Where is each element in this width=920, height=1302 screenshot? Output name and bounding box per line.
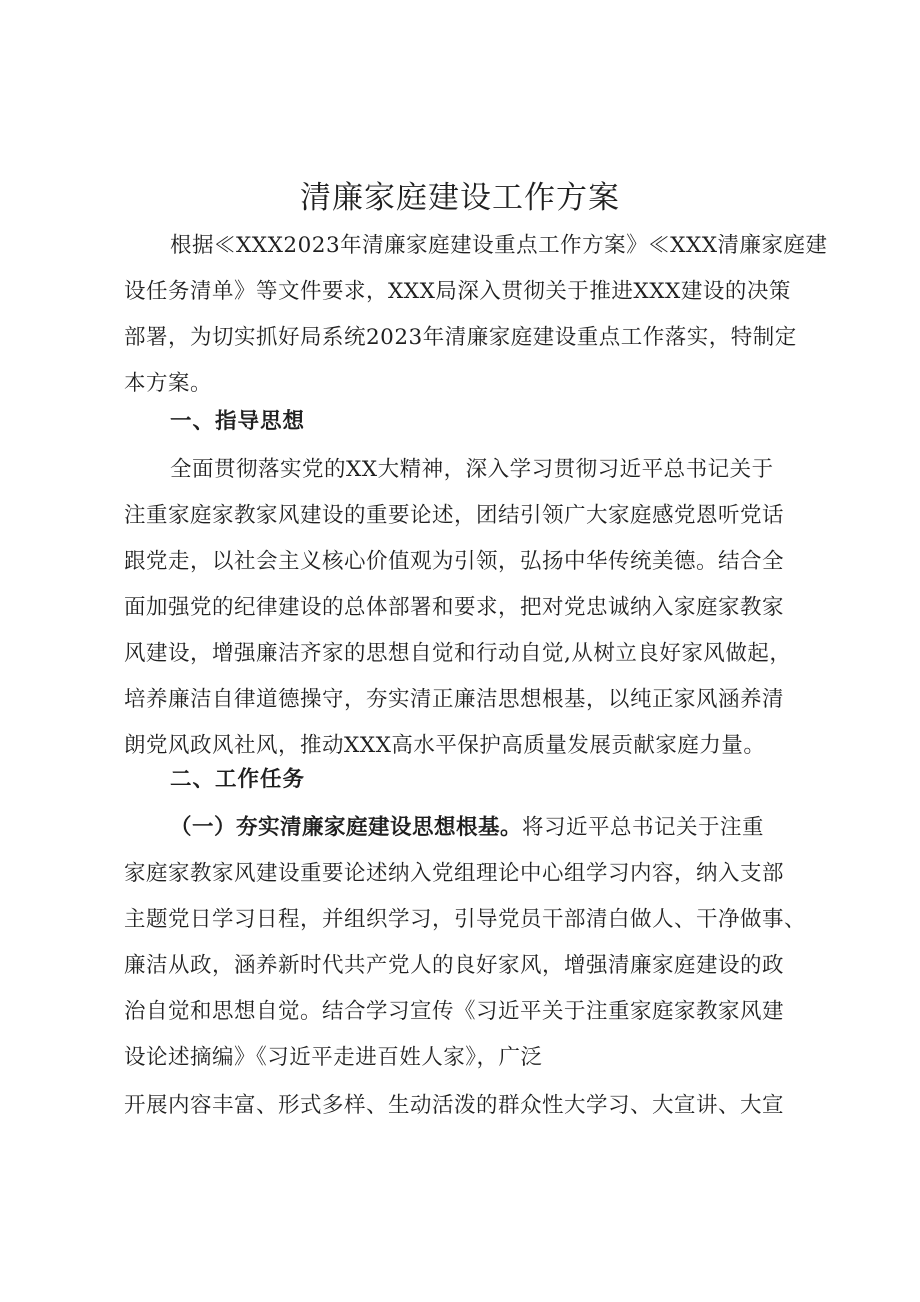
document-title: 清廉家庭建设工作方案 <box>300 180 620 216</box>
section-heading-guiding-ideology: 一、指导思想 <box>170 409 306 434</box>
task-item-title: （一）夯实清廉家庭建设思想根基。 <box>170 815 523 840</box>
task-item-first-line <box>170 810 830 846</box>
paragraph-line: 开展内容丰富、形式多样、生动活泼的群众性大学习、大宣讲、大宣 <box>124 1093 785 1118</box>
paragraph-line: 廉洁从政，涵养新时代共产党人的良好家风，增强清廉家庭建设的政 <box>124 953 785 978</box>
paragraph-line: 面加强党的纪律建设的总体部署和要求，把对党忠诚纳入家庭家教家 <box>124 595 785 620</box>
intro-line: 根据≪XXX2023年清廉家庭建设重点工作方案》≪XXX清廉家庭建 <box>170 233 828 258</box>
paragraph-line: 风建设，增强廉洁齐家的思想自觉和行动自觉,从树立良好家风做起， <box>124 641 792 666</box>
paragraph-line: 全面贯彻落实党的XX大精神，深入学习贯彻习近平总书记关于 <box>170 457 774 482</box>
paragraph-line: 主题党日学习日程，并组织学习，引导党员干部清白做人、干净做事、 <box>124 907 807 932</box>
intro-line: 部署，为切实抓好局系统2023年清廉家庭建设重点工作落实，特制定 <box>124 325 797 350</box>
intro-line: 本方案。 <box>124 371 213 396</box>
paragraph-line: 设论述摘编》《习近平走进百姓人家》，广泛 <box>124 1045 543 1070</box>
intro-line: 设任务清单》等文件要求，XXX局深入贯彻关于推进XXX建设的决策 <box>124 279 791 304</box>
section-heading-work-tasks: 二、工作任务 <box>170 767 306 792</box>
paragraph-line: 朗党风政风社风，推动XXX高水平保护高质量发展贡献家庭力量。 <box>124 733 766 758</box>
paragraph-line: 培养廉洁自律道德操守，夯实清正廉洁思想根基，以纯正家风涵养清 <box>124 687 785 712</box>
task-item-text: 将习近平总书记关于注重 <box>522 815 765 840</box>
paragraph-line: 注重家庭家教家风建设的重要论述，团结引领广大家庭感党恩听党话 <box>124 503 785 528</box>
paragraph-line: 治自觉和思想自觉。结合学习宣传《习近平关于注重家庭家教家风建 <box>124 999 785 1024</box>
paragraph-line: 跟党走，以社会主义核心价值观为引领，弘扬中华传统美德。结合全 <box>124 549 785 574</box>
paragraph-line: 家庭家教家风建设重要论述纳入党组理论中心组学习内容，纳入支部 <box>124 861 785 886</box>
